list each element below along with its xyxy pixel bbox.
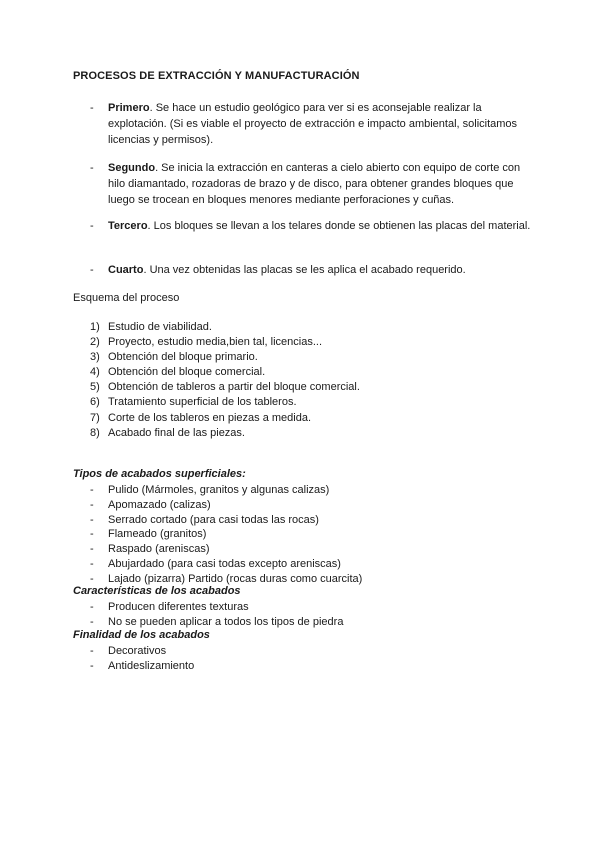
scheme-title: Esquema del proceso: [73, 292, 180, 304]
list-item: - Pulido (Mármoles, granitos y algunas calizas): [90, 484, 330, 496]
step-label: Cuarto: [108, 264, 144, 276]
list-item: 4) Obtención del bloque comercial.: [90, 366, 266, 379]
step-text: . Se inicia la extracción en canteras a cielo abierto con equipo de corte con hilo diamantado, rozadoras de brazo y de disco, para obtener grandes bloques que luego se trocean en bloques menores mediante perforaciones y cuñas.: [108, 162, 521, 206]
step-first: [90, 100, 540, 148]
list-item: - Antideslizamiento: [90, 659, 195, 672]
step-text: . Una vez obtenidas las placas se les aplica el acabado requerido.: [143, 264, 466, 276]
purpose-heading: Finalidad de los acabados: [73, 629, 210, 641]
step-label: Segundo: [108, 162, 156, 174]
list-item: 6) Tratamiento superficial de los tableros.: [90, 396, 297, 409]
list-item: - Raspado (areniscas): [90, 543, 210, 556]
list-item: 5) Obtención de tableros a partir del bloque comercial.: [90, 381, 360, 394]
bullet-dash: -: [90, 220, 94, 232]
step-text: . Se hace un estudio geológico para ver si es aconsejable realizar la explotación. (Si es viable el proyecto de extracción e impacto ambiental, solicitamos licencias y permisos).: [108, 102, 518, 146]
list-item: - Producen diferentes texturas: [90, 601, 249, 613]
list-item: - Abujardado (para casi todas excepto areniscas): [90, 557, 341, 570]
bullet-dash: -: [90, 162, 94, 174]
step-fourth: [90, 262, 540, 278]
scheme-list: [90, 320, 360, 441]
step-third: [90, 218, 540, 234]
finishes-list: [90, 483, 362, 587]
list-item: - Apomazado (calizas): [90, 498, 211, 511]
step-label: Tercero: [108, 220, 148, 232]
characteristics-heading: Características de los acabados: [73, 585, 241, 597]
bullet-dash: -: [90, 264, 94, 276]
list-item: 8) Acabado final de las piezas.: [90, 426, 245, 439]
document-title: PROCESOS DE EXTRACCIÓN Y MANUFACTURACIÓN: [73, 70, 360, 82]
list-item: 7) Corte de los tableros en piezas a medida.: [90, 411, 312, 424]
purpose-list: [90, 644, 194, 674]
list-item: - No se pueden aplicar a todos los tipos de piedra: [90, 615, 344, 628]
list-item: - Flameado (granitos): [90, 528, 207, 541]
list-item: 1) Estudio de viabilidad.: [90, 321, 212, 333]
step-text: . Los bloques se llevan a los telares donde se obtienen las placas del material.: [147, 220, 531, 232]
list-item: 2) Proyecto, estudio media,bien tal, licencias...: [90, 336, 323, 349]
characteristics-list: [90, 600, 343, 630]
bullet-dash: -: [90, 102, 94, 114]
list-item: - Lajado (pizarra) Partido (rocas duras como cuarcita): [90, 572, 363, 585]
step-label: Primero: [108, 102, 150, 114]
step-second: [90, 160, 540, 208]
list-item: 3) Obtención del bloque primario.: [90, 351, 258, 364]
list-item: - Serrado cortado (para casi todas las rocas): [90, 513, 319, 526]
list-item: - Decorativos: [90, 645, 167, 657]
finishes-heading: Tipos de acabados superficiales:: [73, 468, 246, 480]
